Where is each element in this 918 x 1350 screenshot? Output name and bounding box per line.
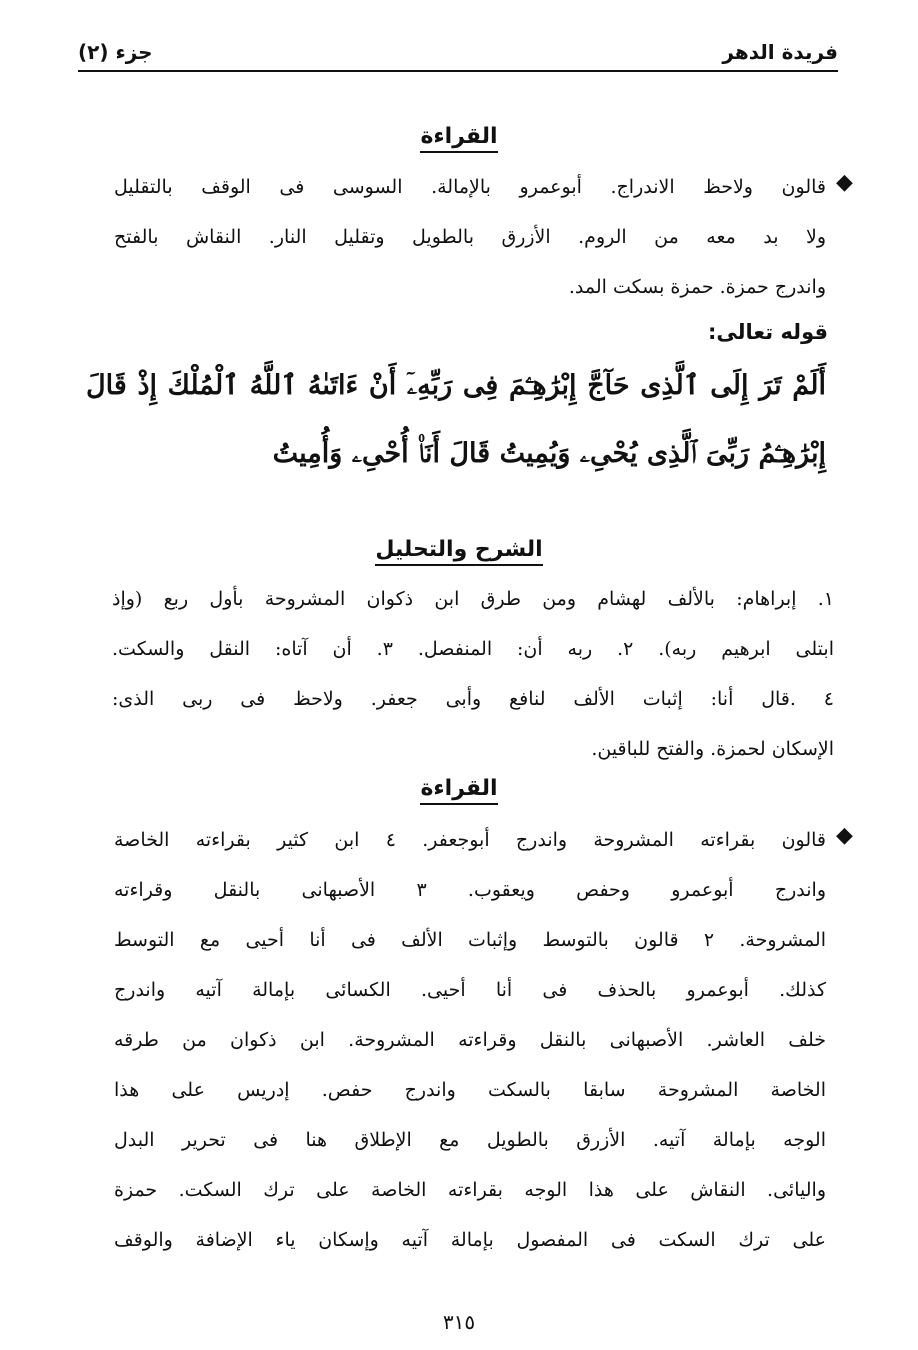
book-title: فريدة الدهر	[722, 40, 838, 64]
section-heading-text: القراءة	[420, 124, 497, 153]
qiraah-paragraph-2	[114, 815, 826, 1265]
text-line: خلف العاشر. الأصبهانى بالنقل وقراءته المشروحة. ابن ذكوان من طرقه	[114, 1029, 826, 1051]
running-header	[78, 38, 838, 68]
diamond-bullet-icon: ◆	[836, 823, 853, 848]
quran-verse	[86, 352, 826, 488]
text-line: المشروحة. ٢ قالون بالتوسط وإثبات الألف فى أنا أحيى مع التوسط	[114, 929, 826, 951]
diamond-bullet-icon: ◆	[836, 170, 853, 195]
text-line: ولا بد معه من الروم. الأزرق بالطويل وتقليل النار. النقاش بالفتح	[114, 226, 826, 248]
header-rule	[78, 70, 838, 72]
text-line: قالون ولاحظ الاندراج. أبوعمرو بالإمالة. السوسى فى الوقف بالتقليل	[114, 176, 826, 198]
sharh-paragraph	[112, 574, 834, 774]
text-line: الوجه بإمالة آتيه. الأزرق بالطويل مع الإطلاق هنا فى تحرير البدل	[114, 1129, 826, 1151]
text-line: واندرج حمزة. حمزة بسكت المد.	[568, 276, 826, 298]
section-heading-text: الشرح والتحليل	[375, 537, 542, 566]
section-heading-qiraah-2	[0, 776, 918, 801]
section-heading-qiraah-1	[0, 124, 918, 149]
text-line: قالون بقراءته المشروحة واندرج أبوجعفر. ٤ ابن كثير بقراءته الخاصة	[114, 829, 827, 851]
page-number: ٣١٥	[442, 1310, 476, 1334]
text-line: الخاصة المشروحة سابقا بالسكت واندرج حفص. إدريس على هذا	[114, 1079, 826, 1101]
verse-line: أَلَمْ تَرَ إِلَى ٱلَّذِى حَآجَّ إِبْرَٰهِـۧمَ فِى رَبِّهِۦٓ أَنْ ءَاتَىٰهُ ٱللَّهُ ٱلْمُلْكَ إِذْ قَالَ	[86, 370, 826, 401]
section-heading-sharh	[0, 537, 918, 562]
qawluhu-label: قوله تعالى:	[707, 320, 828, 344]
text-line: ابتلى ابرهيم ربه). ٢. ربه أن: المنفصل. ٣. أن آتاه: النقل والسكت.	[112, 638, 834, 660]
text-line: واندرج أبوعمرو وحفص ويعقوب. ٣ الأصبهانى بالنقل وقراءته	[114, 879, 826, 901]
section-heading-text: القراءة	[420, 776, 497, 805]
text-line: ١. إبراهام: بالألف لهشام ومن طرق ابن ذكوان المشروحة بأول ربع (وإذ	[112, 588, 834, 610]
text-line: على ترك السكت فى المفصول بإمالة آتيه وإسكان ياء الإضافة والوقف	[114, 1229, 826, 1251]
volume-label: جزء (٢)	[78, 40, 153, 64]
text-line: واليائى. النقاش على هذا الوجه بقراءته الخاصة على ترك السكت. حمزة	[114, 1179, 826, 1201]
verse-line: إِبْرَٰهِـۧمُ رَبِّىَ ٱلَّذِى يُحْىِۦ وَيُمِيتُ قَالَ أَنَا۠ أُحْىِۦ وَأُمِيتُ	[272, 438, 826, 469]
qiraah-paragraph-1	[114, 162, 826, 312]
text-line: ٤ .قال أنا: إثبات الألف لنافع وأبى جعفر. ولاحظ فى ربى الذى:	[112, 688, 834, 710]
text-line: كذلك. أبوعمرو بالحذف فى أنا أحيى. الكسائى بإمالة آتيه واندرج	[114, 979, 826, 1001]
text-line: الإسكان لحمزة. والفتح للباقين.	[591, 738, 834, 760]
